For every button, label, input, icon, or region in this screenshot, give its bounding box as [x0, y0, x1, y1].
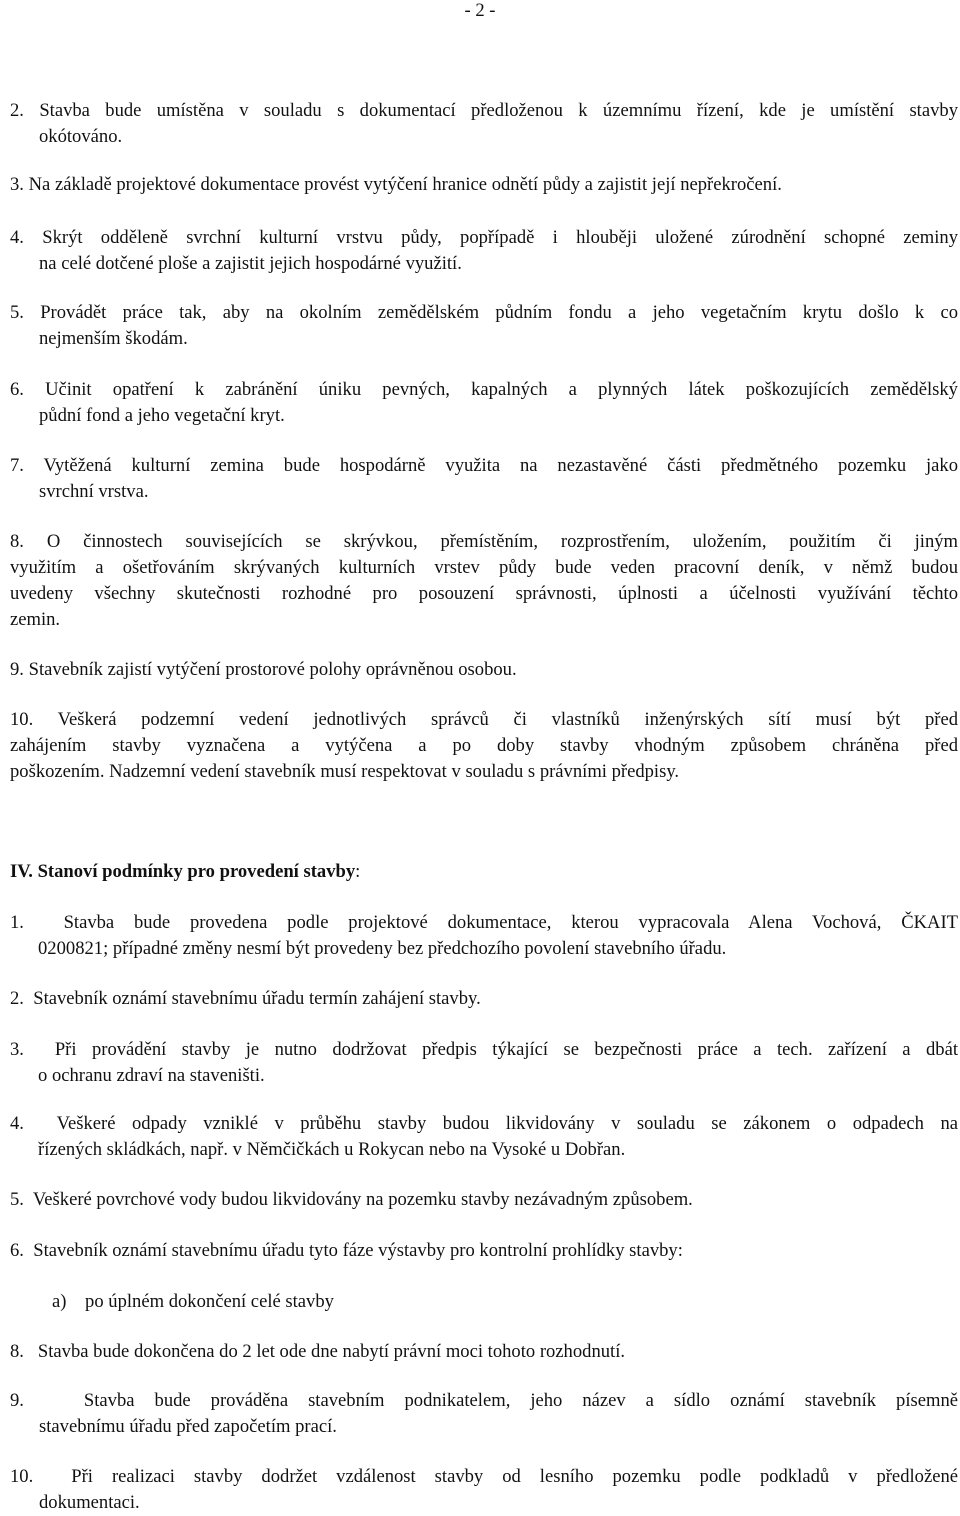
condition-line: [10, 1187, 958, 1213]
condition-text: využitím a ošetřováním skrývaných kulturních vrstev půdy bude veden pracovní deník, v němž budou: [10, 557, 958, 578]
condition-build-6a: [52, 1289, 652, 1315]
condition-text: Učinit opatření k zabránění úniku pevných, kapalných a plynných látek poškozujících zemědělský: [45, 379, 958, 400]
condition-text: Při realizaci stavby dodržet vzdálenost stavby od lesního pozemku podle podkladů v předložené: [71, 1466, 959, 1487]
condition-text: Veškeré povrchové vody budou likvidovány na pozemku stavby nezávadným způsobem.: [32, 1189, 693, 1210]
condition-text: o ochranu zdraví na staveništi.: [38, 1065, 265, 1086]
condition-number: 10.: [10, 709, 34, 730]
condition-line: [10, 986, 958, 1012]
condition-text: Skrýt odděleně svrchní kulturní vrstvu půdy, popřípadě i hlouběji uložené zúrodnění schopné zeminy: [42, 227, 958, 248]
condition-number: 3.: [10, 1039, 24, 1060]
condition-text: 0200821; případné změny nesmí být provedeny bez předchozího povolení stavebního úřadu.: [38, 938, 727, 959]
condition-line: [10, 1339, 958, 1365]
condition-text: poškozením. Nadzemní vedení stavebník musí respektovat v souladu s právními předpisy.: [10, 761, 680, 782]
condition-build-3: [10, 1037, 958, 1089]
condition-number: 6.: [10, 1240, 24, 1261]
condition-number: 4.: [10, 1113, 24, 1134]
condition-text: na celé dotčené ploše a zajistit jejich hospodárné využití.: [39, 253, 462, 274]
condition-text: Stavebník oznámí stavebnímu úřadu termín zahájení stavby.: [33, 988, 481, 1009]
condition-text: Při provádění stavby je nutno dodržovat předpis týkající se bezpečnosti práce a tech. zařízení a dbát: [54, 1039, 958, 1060]
section-heading: [10, 859, 360, 885]
section-colon: :: [355, 861, 361, 882]
condition-line: [10, 172, 958, 198]
condition-build-6: [10, 1238, 958, 1264]
condition-text: Vytěžená kulturní zemina bude hospodárně využita na nezastavěné části předmětného pozemku jako: [43, 455, 959, 476]
condition-prev-2: [10, 98, 958, 150]
condition-text: Stavebník zajistí vytýčení prostorové polohy oprávněnou osobou.: [28, 659, 517, 680]
condition-prev-4: [10, 225, 958, 277]
condition-prev-6: [10, 377, 958, 429]
condition-text: stavebnímu úřadu před započetím prací.: [39, 1416, 337, 1437]
condition-line: [10, 1238, 958, 1264]
condition-line: [10, 225, 958, 251]
condition-text: okótováno.: [39, 126, 123, 147]
condition-line: [10, 657, 958, 683]
condition-build-1: [10, 910, 958, 962]
condition-line: [10, 300, 958, 326]
condition-text: Veškeré odpady vzniklé v průběhu stavby budou likvidovány v souladu se zákonem o odpadech na: [56, 1113, 958, 1134]
condition-line: [10, 707, 958, 733]
condition-prev-3: [10, 172, 958, 198]
condition-build-9: [10, 1388, 958, 1440]
condition-text: Na základě projektové dokumentace provést vytýčení hranice odnětí půdy a zajistit její nepřekročení.: [28, 174, 782, 195]
condition-line: [10, 98, 958, 124]
condition-text: po úplném dokončení celé stavby: [85, 1291, 334, 1312]
condition-text: zahájením stavby vyznačena a vytýčena a po doby stavby vhodným způsobem chráněna před: [10, 735, 958, 756]
condition-number: 9.: [10, 1390, 24, 1411]
condition-number: 8.: [10, 1341, 24, 1362]
condition-number: 6.: [10, 379, 24, 400]
condition-text: dokumentaci.: [39, 1492, 140, 1513]
condition-build-8: [10, 1339, 958, 1365]
condition-text: uvedeny všechny skutečnosti rozhodné pro posouzení správnosti, úplnosti a účelnosti využívání těchto: [10, 583, 958, 604]
condition-number: 8.: [10, 531, 24, 552]
condition-text: Stavba bude dokončena do 2 let ode dne nabytí právní moci tohoto rozhodnutí.: [37, 1341, 626, 1362]
condition-line: [10, 453, 958, 479]
condition-build-5: [10, 1187, 958, 1213]
condition-text: nejmenším škodám.: [39, 328, 188, 349]
condition-line: [10, 1464, 958, 1490]
condition-build-2: [10, 986, 958, 1012]
condition-text: Stavba bude prováděna stavebním podnikatelem, jeho název a sídlo oznámí stavebník písemně: [83, 1390, 958, 1411]
condition-text: řízených skládkách, např. v Němčičkách u Rokycan nebo na Vysoké u Dobřan.: [38, 1139, 626, 1160]
condition-line: [10, 1388, 958, 1414]
condition-number: 10.: [10, 1466, 34, 1487]
condition-text: zemin.: [10, 609, 61, 630]
condition-text: Stavebník oznámí stavebnímu úřadu tyto fáze výstavby pro kontrolní prohlídky stavby:: [33, 1240, 683, 1261]
section-number: IV.: [10, 861, 33, 882]
condition-text: O činnostech souvisejících se skrývkou, přemístěním, rozprostřením, uložením, použitím či jiným: [46, 531, 958, 552]
condition-number: 2.: [10, 988, 24, 1009]
condition-prev-10: [10, 707, 958, 785]
condition-number: 5.: [10, 302, 24, 323]
condition-text: svrchní vrstva.: [39, 481, 149, 502]
condition-number: 1.: [10, 912, 24, 933]
section-title: Stanoví podmínky pro provedení stavby: [37, 861, 356, 882]
condition-prev-8: [10, 529, 958, 633]
condition-line: [10, 1111, 958, 1137]
condition-number: a): [52, 1291, 67, 1312]
condition-line: [52, 1289, 652, 1315]
condition-number: 7.: [10, 455, 24, 476]
condition-text: Provádět práce tak, aby na okolním zemědělském půdním fondu a jeho vegetačním krytu došlo k co: [40, 302, 958, 323]
condition-line: [10, 1037, 958, 1063]
condition-text: Stavba bude umístěna v souladu s dokumentací předloženou k územnímu řízení, kde je umístění stavby: [39, 100, 958, 121]
condition-line: [10, 910, 958, 936]
condition-number: 4.: [10, 227, 24, 248]
condition-prev-9: [10, 657, 958, 683]
condition-number: 5.: [10, 1189, 24, 1210]
condition-text: Veškerá podzemní vedení jednotlivých správců či vlastníků inženýrských sítí musí být před: [57, 709, 958, 730]
condition-build-10: [10, 1464, 958, 1516]
condition-build-4: [10, 1111, 958, 1163]
condition-line: [10, 377, 958, 403]
page-number: - 2 -: [464, 0, 496, 21]
condition-number: 3.: [10, 174, 24, 195]
condition-text: Stavba bude provedena podle projektové dokumentace, kterou vypracovala Alena Vochová, ČKAIT: [63, 912, 958, 933]
condition-number: 2.: [10, 100, 24, 121]
condition-prev-7: [10, 453, 958, 505]
condition-text: půdní fond a jeho vegetační kryt.: [39, 405, 285, 426]
condition-number: 9.: [10, 659, 24, 680]
condition-line: [10, 529, 958, 555]
condition-prev-5: [10, 300, 958, 352]
